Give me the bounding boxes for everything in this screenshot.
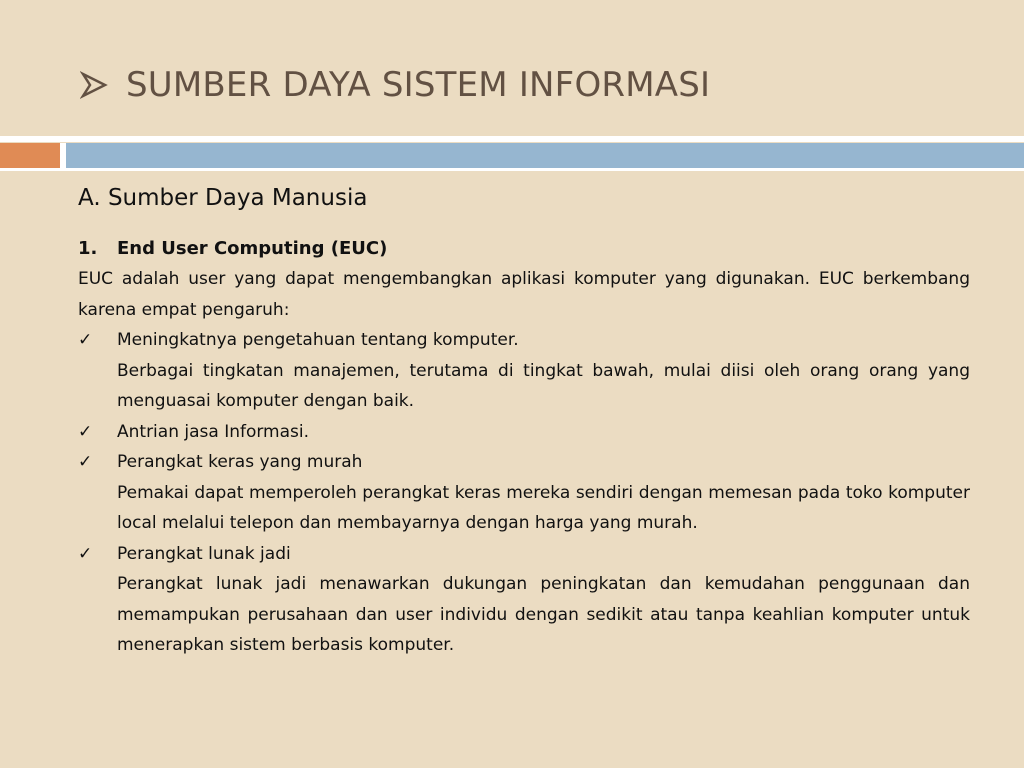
bullet-heading: Antrian jasa Informasi. [117, 421, 310, 442]
bullet-heading: Perangkat lunak jadi [117, 543, 291, 564]
bullet-heading: Perangkat keras yang murah [117, 452, 363, 472]
bullet-body [117, 447, 970, 539]
divider-line-top [0, 136, 1024, 142]
subsection-label: End User Computing (EUC) [117, 238, 388, 259]
bullet-item [78, 417, 970, 448]
bullet-detail: Perangkat lunak jadi menawarkan dukungan peningkatan dan kemudahan penggunaan dan memampukan perusahaan dan user individu dengan sedikit atau tanpa keahlian komputer untuk menerapkan sistem berbasis komputer. [117, 574, 970, 655]
bullet-detail: Berbagai tingkatan manajemen, terutama di tingkat bawah, mulai diisi oleh orang orang yang menguasai komputer dengan baik. [117, 360, 970, 411]
arrow-right-icon [80, 71, 108, 99]
intro-paragraph: EUC adalah user yang dapat mengembangkan aplikasi komputer yang digunakan. EUC berkembang karena empat pengaruh: [78, 269, 970, 320]
slide-content [78, 180, 970, 661]
subsection-heading [78, 234, 970, 264]
checkmark-icon: ✓ [78, 330, 93, 350]
bullet-body [117, 417, 970, 448]
bullet-item [78, 447, 970, 539]
section-heading: A. Sumber Daya Manusia [78, 185, 368, 211]
bullet-detail: Pemakai dapat memperoleh perangkat keras mereka sendiri dengan memesan pada toko komputer local melalui telepon dan membayarnya dengan harga yang murah. [117, 482, 970, 533]
bullet-item [78, 539, 970, 661]
divider-accent-blue [66, 143, 1024, 168]
checkmark-icon: ✓ [78, 421, 93, 442]
title-row [80, 60, 710, 110]
bullet-item [78, 325, 970, 417]
checkmark-icon: ✓ [78, 452, 93, 472]
bullet-body [117, 539, 970, 661]
bullet-heading: Meningkatnya pengetahuan tentang komputer. [117, 330, 519, 350]
divider-line-bottom [0, 168, 1024, 171]
subsection-number: 1. [78, 238, 98, 259]
bullet-body [117, 325, 970, 417]
divider-accent-orange [0, 143, 60, 168]
checkmark-icon: ✓ [78, 543, 93, 564]
slide-title: SUMBER DAYA SISTEM INFORMASI [126, 65, 711, 105]
